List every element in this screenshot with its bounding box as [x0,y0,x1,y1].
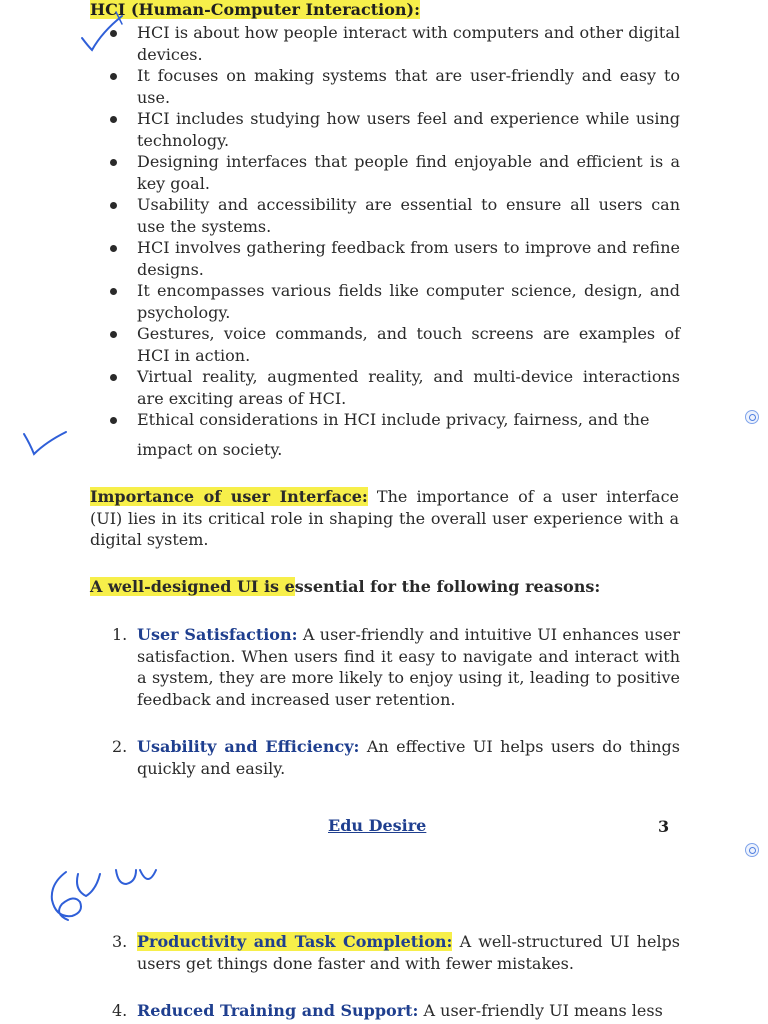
item-term: User Satisfaction: [137,625,298,644]
last-bullet-line1: Ethical considerations in HCI include privacy, fairness, and the [137,410,650,429]
side-badge-icon[interactable] [745,410,759,424]
footer-brand: Edu Desire [328,816,427,835]
importance-label: Importance of user Interface: [90,487,368,506]
list-item [108,1000,680,1022]
list-item: It focuses on making systems that are user-friendly and easy to use. [108,65,680,108]
list-item: Usability and accessibility are essential to ensure all users can use the systems. [108,194,680,237]
list-item: HCI is about how people interact with computers and other digital devices. [108,22,680,65]
item-number: 1. [112,625,128,644]
bullet-dot-icon [110,116,117,123]
bullet-dot-icon [110,202,117,209]
list-item: HCI involves gathering feedback from users to improve and refine designs. [108,237,680,280]
list-item: HCI includes studying how users feel and experience while using technology. [108,108,680,151]
item-number: 2. [112,737,128,756]
last-bullet-line2: impact on society. [137,439,283,459]
list-item: It encompasses various fields like computer science, design, and psychology. [108,280,680,323]
list-item: Designing interfaces that people find enjoyable and efficient is a key goal. [108,151,680,194]
reasons-heading-highlight: A well-designed UI is e [90,577,295,596]
list-item [108,931,680,974]
bullet-dot-icon [110,288,117,295]
list-item: Virtual reality, augmented reality, and multi-device interactions are exciting areas of HCI. [108,366,680,409]
item-number: 4. [112,1001,128,1020]
bullet-dot-icon [110,73,117,80]
bullet-dot-icon [110,245,117,252]
item-text: A user-friendly UI means less [418,1001,663,1020]
side-badge-icon[interactable] [745,843,759,857]
bullet-dot-icon [110,417,117,424]
bullet-dot-icon [110,30,117,37]
list-item [108,409,680,460]
item-text: A well-structured UI helps users get things done faster and with fewer mistakes. [137,932,681,973]
item-number: 3. [112,932,128,951]
list-item [108,624,680,710]
bullet-dot-icon [110,159,117,166]
item-text: An effective UI helps users do things quickly and easily. [137,737,681,778]
reasons-heading [90,576,600,597]
reasons-list-part3 [108,931,680,974]
item-term: Productivity and Task Completion: [137,932,453,951]
list-item: Gestures, voice commands, and touch screens are examples of HCI in action. [108,323,680,366]
reasons-list-part1 [108,624,680,710]
hci-heading-text: HCI (Human-Computer Interaction): [90,0,420,19]
reasons-list-part4 [108,1000,680,1022]
hci-bullet-list [108,22,680,460]
list-item [108,736,680,779]
page-number: 3 [658,817,670,836]
item-term: Reduced Training and Support: [137,1001,419,1020]
reasons-heading-rest: ssential for the following reasons: [294,577,601,596]
bullet-dot-icon [110,374,117,381]
item-term: Usability and Efficiency: [137,737,360,756]
bullet-dot-icon [110,331,117,338]
hci-heading [90,0,420,20]
item-text: A user-friendly and intuitive UI enhances user satisfaction. When users find it easy to navigate and interact with a system, they are more likely to enjoy using it, leading to positive feedback and increased user retention. [137,625,680,709]
handwritten-scribble-icon [44,860,174,930]
reasons-list-part2 [108,736,680,779]
importance-text: The importance of a user interface (UI) lies in its critical role in shaping the overall user experience with a digital system. [90,487,679,549]
checkmark-annotation-icon [20,428,70,462]
importance-paragraph [90,486,679,551]
